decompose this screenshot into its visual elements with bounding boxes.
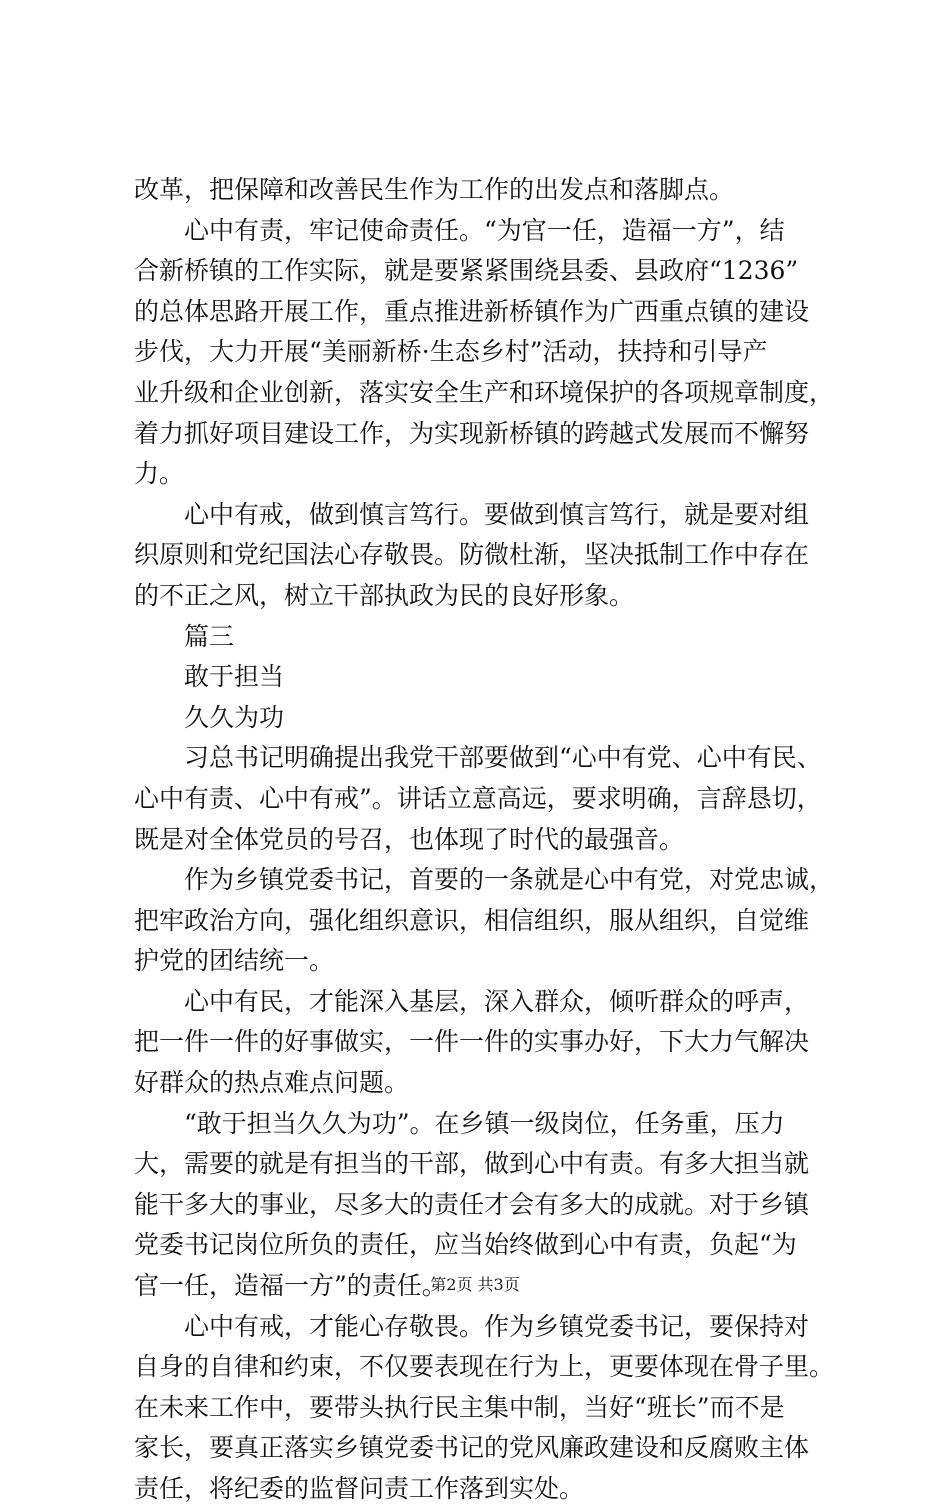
text-line: 把牢政治方向，强化组织意识，相信组织，服从组织，自觉维 xyxy=(134,905,810,935)
text-line: “敢于担当久久为功”。在乡镇一级岗位，任务重，压力 xyxy=(184,1108,785,1138)
text-line: 大，需要的就是有担当的干部，做到心中有责。有多大担当就 xyxy=(134,1149,810,1179)
text-line: 业升级和企业创新，落实安全生产和环境保护的各项规章制度， xyxy=(134,377,835,407)
text-line: 敢于担当 xyxy=(184,662,285,692)
text-line: 着力抓好项目建设工作，为实现新桥镇的跨越式发展而不懈努 xyxy=(134,418,810,448)
text-line: 久久为功 xyxy=(184,702,285,732)
text-line: 在未来工作中，要带头执行民主集中制，当好“班长”而不是 xyxy=(134,1392,785,1422)
text-line: 既是对全体党员的号召，也体现了时代的最强音。 xyxy=(134,824,685,854)
text-line: 心中有责、心中有戒”。讲话立意高远，要求明确，言辞恳切， xyxy=(134,783,822,813)
text-line: 自身的自律和约束，不仅要表现在行为上，更要体现在骨子里。 xyxy=(134,1352,835,1382)
page-footer: 第2页 共3页 xyxy=(430,1275,520,1294)
text-line: 家长，要真正落实乡镇党委书记的党风廉政建设和反腐败主体 xyxy=(134,1433,810,1463)
text-line: 织原则和党纪国法心存敬畏。防微杜渐，坚决抵制工作中存在 xyxy=(134,540,810,570)
text-line: 改革，把保障和改善民生作为工作的出发点和落脚点。 xyxy=(134,175,735,204)
text-line: 习总书记明确提出我党干部要做到“心中有党、心中有民、 xyxy=(184,743,822,773)
text-line: 合新桥镇的工作实际，就是要紧紧围绕县委、县政府“1236” xyxy=(134,256,799,286)
document-body xyxy=(134,170,840,1510)
text-line: 能干多大的事业，尽多大的责任才会有多大的成就。对于乡镇 xyxy=(134,1189,810,1219)
text-line: 心中有戒，才能心存敬畏。作为乡镇党委书记，要保持对 xyxy=(184,1311,810,1341)
text-line: 的不正之风，树立干部执政为民的良好形象。 xyxy=(134,580,635,610)
text-line: 的总体思路开展工作，重点推进新桥镇作为广西重点镇的建设 xyxy=(134,296,810,326)
text-line: 护党的团结统一。 xyxy=(134,946,335,976)
text-line: 力。 xyxy=(134,459,185,489)
text-line: 好群众的热点难点问题。 xyxy=(134,1068,410,1098)
text-line: 心中有民，才能深入基层，深入群众，倾听群众的呼声， xyxy=(184,986,810,1016)
text-line: 篇三 xyxy=(184,621,235,651)
text-line: 心中有戒，做到慎言笃行。要做到慎言笃行，就是要对组 xyxy=(184,499,810,529)
text-line: 把一件一件的好事做实，一件一件的实事办好，下大力气解决 xyxy=(134,1027,810,1057)
text-line: 官一任，造福一方”的责任。 xyxy=(134,1271,447,1301)
text-line: 党委书记岗位所负的责任，应当始终做到心中有责，负起“为 xyxy=(134,1230,797,1260)
text-line: 步伐，大力开展“美丽新桥·生态乡村”活动，扶持和引导产 xyxy=(134,337,768,367)
text-line: 作为乡镇党委书记，首要的一条就是心中有党，对党忠诚， xyxy=(184,865,835,895)
text-line: 责任，将纪委的监督问责工作落到实处。 xyxy=(134,1474,585,1503)
text-line: 心中有责，牢记使命责任。“为官一任，造福一方”，结 xyxy=(184,215,785,245)
